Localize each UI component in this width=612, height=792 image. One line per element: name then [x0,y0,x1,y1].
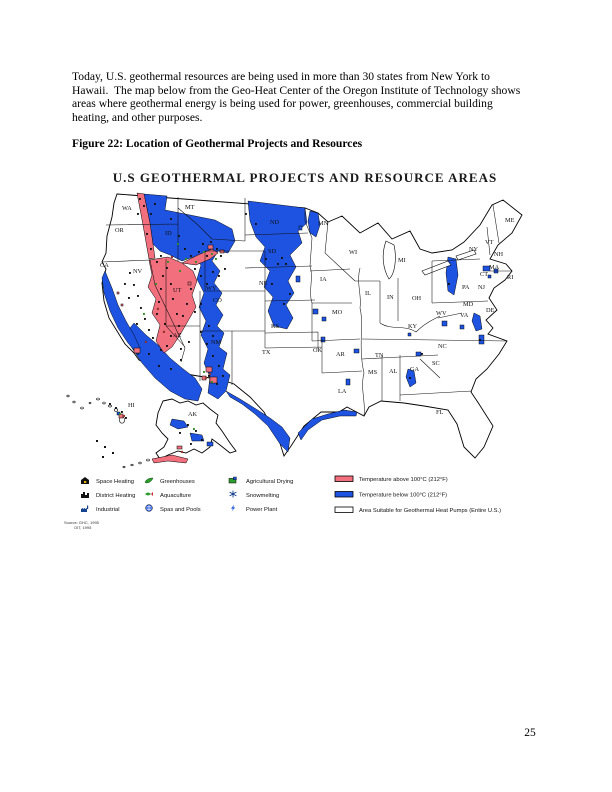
legend-activity-label: Snowmelting [246,493,280,499]
state-label-vt: VT [485,239,494,246]
project-marker-black [152,337,154,339]
legend-activity-label: Aquaculture [160,493,191,499]
project-marker-black [208,375,210,377]
state-label-tn: TN [375,352,384,359]
project-marker-red [181,451,183,453]
project-marker-red [209,373,211,375]
state-label-ar: AR [336,351,345,358]
project-marker-black [121,411,123,413]
legend-activity-label: Spas and Pools [160,507,201,513]
state-label-nh: NH [494,251,504,258]
project-marker-black [421,353,423,355]
state-label-nm: NM [211,339,222,346]
project-marker-black [136,323,138,325]
paragraph-line: Today, U.S. geothermal resources are being used in more than 30 states from New York to [72,70,490,83]
state-label-in: IN [387,294,394,301]
state-label-nj: NJ [478,284,485,291]
figure-map [60,163,552,543]
project-marker-black [180,348,182,350]
project-marker-black [178,235,180,237]
project-marker-black [210,241,212,243]
project-marker-black [109,403,111,405]
project-marker-black [190,255,192,257]
legend-activity-label: Industrial [96,507,120,513]
project-marker-black [194,268,196,270]
state-label-ny: NY [469,246,479,253]
project-marker-black [220,255,222,257]
project-marker-black [186,303,188,305]
legend-swatch [335,492,353,498]
project-marker-black [133,284,135,286]
project-marker-green [155,283,157,285]
project-marker-black [156,313,158,315]
paragraph-line: areas where geothermal energy is being used for power, greenhouses, commercial building [72,97,493,111]
project-marker-black [200,275,202,277]
project-marker-green [215,258,217,260]
state-label-sc: SC [432,360,440,367]
state-label-wy: WY [206,285,217,292]
greenhouses-icon [145,478,153,483]
project-marker-black [154,203,156,205]
project-marker-black [158,365,160,367]
state-label-me: ME [505,217,515,224]
project-marker-black [164,323,166,325]
project-marker-black [170,335,172,337]
state-label-oh: OH [412,295,422,302]
state-label-pa: PA [462,284,470,291]
legend-swatch [335,507,353,513]
project-marker-green [203,251,205,253]
project-marker-black [179,432,181,434]
project-marker-black [140,307,142,309]
project-marker-black [277,263,279,265]
project-marker-black [245,213,247,215]
project-marker-green [179,270,181,272]
project-marker-black [201,439,203,441]
project-marker-black [285,263,287,265]
project-marker-black [137,213,139,215]
state-label-wv: WV [436,310,447,317]
project-marker-black [409,377,411,379]
project-marker-red [171,256,173,258]
state-label-mo: MO [332,309,343,316]
state-label-nd: ND [270,219,280,226]
space-heating-icon [81,477,89,484]
legend-resource-label: Area Suitable for Geothermal Heat Pumps (Entire U.S.) [359,508,502,514]
project-marker-black [170,218,172,220]
project-marker-black [139,198,141,200]
project-marker-green [195,261,197,263]
project-marker-black [172,298,174,300]
body-paragraph [72,70,562,124]
district-heating-icon [81,492,89,498]
project-marker-black [124,283,126,285]
project-marker-green [203,371,205,373]
project-marker-black [289,293,291,295]
state-label-ct: CT [480,271,489,278]
project-marker-black [160,255,162,257]
project-marker-black [222,375,224,377]
state-label-or: OR [115,227,124,234]
state-label-nv: NV [133,268,143,275]
project-marker-black [216,248,218,250]
state-label-mt: MT [185,204,195,211]
project-marker-red [157,308,159,310]
figure-caption: Figure 22: Location of Geothermal Projects and Resources [72,137,363,150]
project-marker-black [150,248,152,250]
legend-resource-label: Temperature below 100°C (212°F) [359,492,448,499]
project-marker-black [129,272,131,274]
project-marker-black [150,213,152,215]
project-marker-black [188,341,190,343]
project-marker-red [163,331,165,333]
state-label-ky: KY [408,323,418,330]
project-marker-green [211,381,213,383]
project-marker-red [205,377,207,379]
state-label-al: AL [389,368,398,375]
project-marker-black [184,248,186,250]
map-source-note [64,520,100,530]
state-label-il: IL [365,290,371,297]
project-marker-green [211,253,213,255]
spas-pools-icon [146,505,153,512]
project-marker-black [218,275,220,277]
state-label-ma: MA [489,264,500,271]
industrial-icon [81,506,88,513]
project-marker-black [160,349,162,351]
project-marker-red [123,415,125,417]
power-plant-icon [231,505,235,512]
hawaii-islands [67,395,125,458]
state-label-ia: IA [320,276,327,283]
project-marker-black [212,355,214,357]
project-marker-black [166,345,168,347]
state-label-ri: RI [507,274,514,281]
legend-activity-label: Agricultural Drying [246,479,294,485]
geothermal-map [60,163,552,538]
project-marker-black [218,365,220,367]
project-marker-black [176,313,178,315]
state-label-ms: MS [368,369,378,376]
state-label-id: ID [165,230,172,237]
project-marker-black [479,339,481,341]
project-marker-green [185,258,187,260]
state-label-de: DE [486,307,495,314]
project-marker-black [182,315,184,317]
project-marker-black [281,257,283,259]
project-marker-black [170,368,172,370]
project-marker-black [190,443,192,445]
state-label-ca: CA [100,262,109,269]
project-marker-black [224,268,226,270]
project-marker-green [119,413,121,415]
state-label-va: VA [460,312,469,319]
project-marker-black [212,335,214,337]
state-label-tx: TX [262,349,271,356]
project-marker-black [448,283,450,285]
state-label-co: CO [213,297,222,304]
state-label-ut: UT [173,287,182,294]
project-marker-black [148,329,150,331]
state-label-la: LA [338,388,347,395]
project-marker-black [180,359,182,361]
state-label-mi: MI [398,257,406,264]
project-marker-black [200,331,202,333]
project-marker-black [115,407,117,409]
project-marker-green [193,428,195,430]
state-label-ok: OK [313,347,323,354]
state-label-wa: WA [122,205,132,212]
project-marker-black [160,288,162,290]
legend-activities [81,477,293,513]
project-marker-black [166,267,168,269]
project-marker-black [137,295,139,297]
state-label-fl: FL [436,409,444,416]
project-marker-black [271,283,273,285]
project-marker-black [162,275,164,277]
project-marker-black [125,417,127,419]
state-label-ks: KS [271,323,280,330]
project-marker-black [170,283,172,285]
state-label-ga: GA [410,366,420,373]
agricultural-drying-icon [229,477,236,483]
state-label-az: AZ [173,332,182,339]
project-marker-black [265,258,267,260]
project-marker-green [167,261,169,263]
project-marker-black [187,424,189,426]
project-marker-green [177,243,179,245]
legend-activity-label: Power Plant [246,507,278,513]
state-label-wi: WI [349,249,358,256]
project-marker-black [158,301,160,303]
state-label-ne: NE [259,280,268,287]
project-marker-red [145,341,147,343]
project-marker-black [216,383,218,385]
project-marker-black [212,271,214,273]
project-marker-black [156,261,158,263]
source-note-line: Source: GHC, 1995 [64,520,99,525]
paragraph-line: heating, and other purposes. [72,110,203,124]
project-marker-black [143,205,145,207]
paragraph-line: Hawaii. The map below from the Geo-Heat Center of the Oregon Institute of Technology shows [72,83,521,97]
source-note-line: OIT, 1995 [74,525,92,530]
map-title: U.S GEOTHERMAL PROJECTS AND RESOURCE AREAS [112,170,498,185]
project-marker-black [148,353,150,355]
state-label-hi: HI [128,402,135,409]
legend-swatch [335,476,353,482]
legend-activity-label: Greenhouses [160,479,195,485]
project-marker-black [144,318,146,320]
project-marker-black [194,311,196,313]
project-marker-black [206,343,208,345]
state-label-ak: AK [188,411,198,418]
state-label-nc: NC [438,343,447,350]
project-marker-green [143,313,145,315]
legend-activity-label: District Heating [96,493,136,499]
legend-resource-label: Temperature above 100°C (212°F) [359,477,448,483]
legend-resources [335,476,501,514]
project-marker-black [206,255,208,257]
project-marker-black [208,325,210,327]
project-marker-black [202,243,204,245]
state-label-sd: SD [268,248,277,255]
project-marker-black [195,430,197,432]
project-marker-black [128,297,130,299]
project-marker-black [198,251,200,253]
project-marker-black [146,233,148,235]
page-number: 25 [524,727,536,739]
state-label-md: MD [463,301,474,308]
project-marker-black [200,303,202,305]
state-label-mn: MN [318,220,329,227]
project-marker-black [255,223,257,225]
project-marker-black [178,325,180,327]
project-marker-black [190,288,192,290]
aquaculture-icon [145,492,153,496]
project-marker-black [283,303,285,305]
legend-activity-label: Space Heating [96,479,135,485]
snowmelting-icon [230,491,237,498]
